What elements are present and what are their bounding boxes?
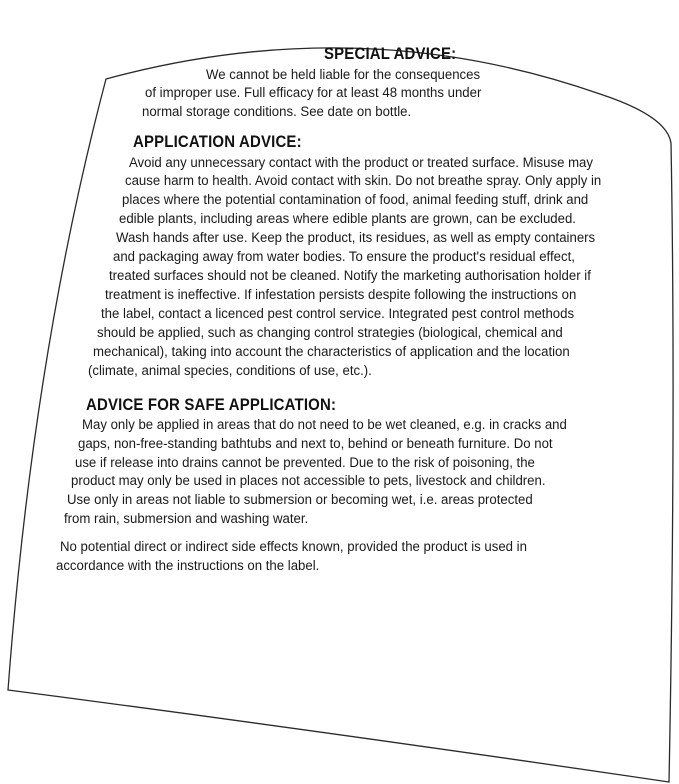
application-advice-line: edible plants, including areas where edible plants are grown, can be excluded. [119, 211, 576, 227]
application-advice-line: (climate, animal species, conditions of use, etc.). [88, 363, 372, 379]
application-advice-line: the label, contact a licenced pest control service. Integrated pest control methods [101, 306, 575, 322]
safe-application-heading: ADVICE FOR SAFE APPLICATION: [86, 395, 337, 414]
application-advice-line: Wash hands after use. Keep the product, its residues, as well as empty containers [116, 230, 596, 246]
special-advice-line: normal storage conditions. See date on bottle. [142, 104, 412, 120]
application-advice-heading: APPLICATION ADVICE: [133, 132, 302, 151]
application-advice-line: places where the potential contamination of food, animal feeding stuff, drink and [122, 192, 589, 208]
safe-application-line: from rain, submersion and washing water. [64, 511, 309, 527]
application-advice-line: Avoid any unnecessary contact with the product or treated surface. Misuse may [129, 155, 593, 171]
application-advice-line: cause harm to health. Avoid contact with skin. Do not breathe spray. Only apply in [125, 173, 602, 189]
safe-application-line: use if release into drains cannot be prevented. Due to the risk of poisoning, the [75, 455, 535, 471]
application-advice-line: mechanical), taking into account the characteristics of application and the location [93, 344, 570, 360]
application-advice-line: treatment is ineffective. If infestation persists despite following the instructions on [105, 287, 577, 303]
safe-application-line: product may only be used in places not accessible to pets, livestock and children. [71, 473, 546, 489]
safe-application-line: May only be applied in areas that do not need to be wet cleaned, e.g. in cracks and [82, 417, 567, 433]
safe-application-line: Use only in areas not liable to submersion or becoming wet, i.e. areas protected [67, 492, 533, 508]
special-advice-line: We cannot be held liable for the consequences [206, 67, 481, 83]
application-advice-line: and packaging away from water bodies. To ensure the product's residual effect, [113, 249, 575, 265]
safe-application-line: gaps, non-free-standing bathtubs and next to, behind or beneath furniture. Do not [78, 436, 553, 452]
application-advice-line: should be applied, such as changing control strategies (biological, chemical and [97, 325, 563, 341]
special-advice-line: of improper use. Full efficacy for at least 48 months under [145, 85, 482, 101]
special-advice-heading: SPECIAL ADVICE: [324, 44, 457, 63]
application-advice-line: treated surfaces should not be cleaned. Notify the marketing authorisation holder if [109, 268, 591, 284]
side-effects-line: accordance with the instructions on the label. [56, 558, 320, 574]
side-effects-line: No potential direct or indirect side effects known, provided the product is used in [60, 539, 527, 555]
